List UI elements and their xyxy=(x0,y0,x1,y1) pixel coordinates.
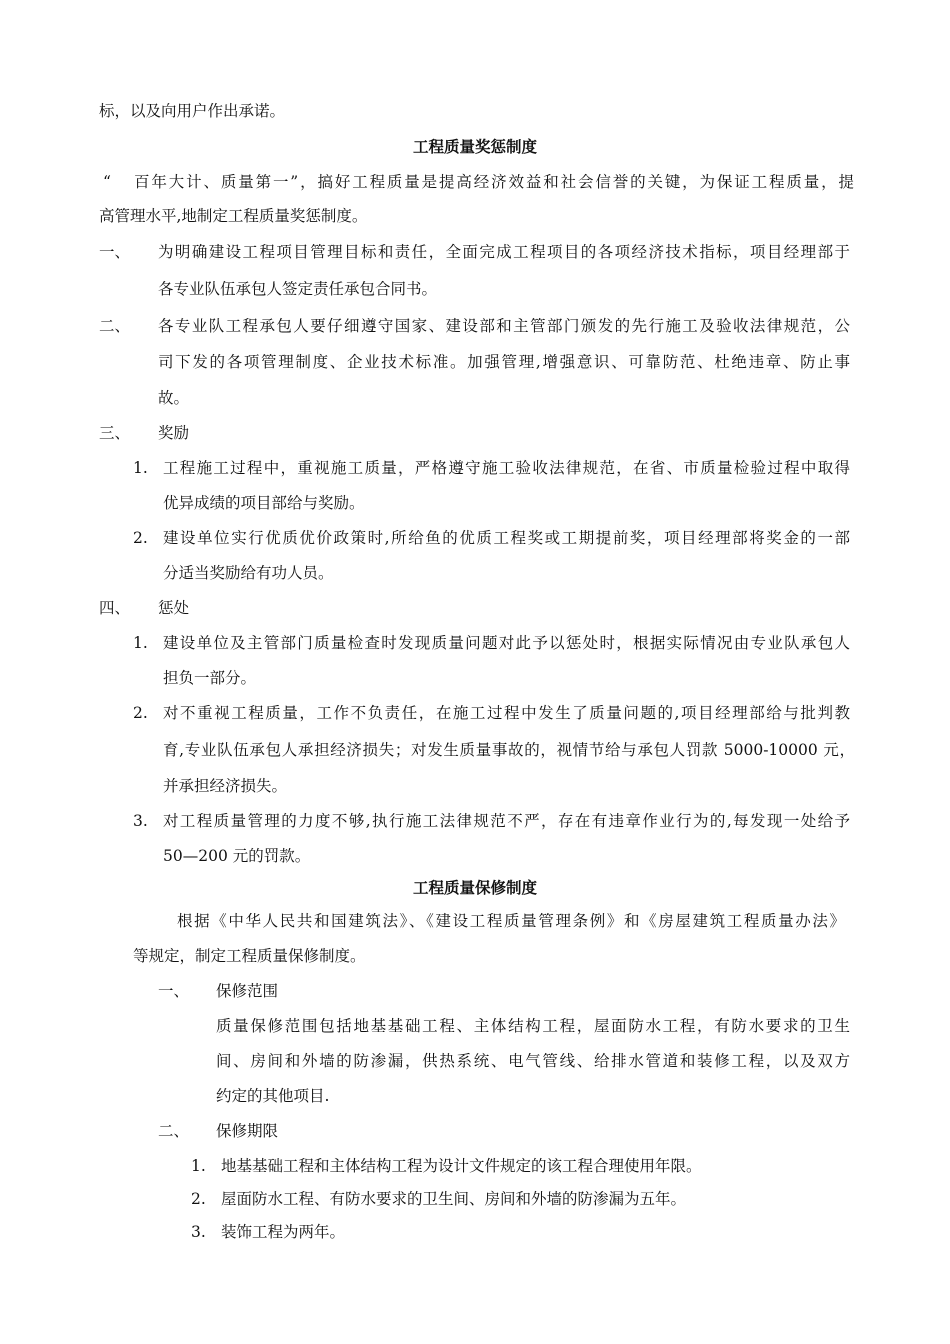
list-item-text: 装饰工程为两年。 xyxy=(221,1223,346,1241)
list-heading-reward: 奖励 xyxy=(158,424,190,442)
section-title-warranty: 工程质量保修制度 xyxy=(412,879,537,897)
list-item-text xyxy=(163,811,850,831)
list-item-line: 间、房间和外墙的防渗漏，供热系统、电气管线、给排水管道和装修工程，以及双方 xyxy=(216,1052,850,1070)
list-number: 2. xyxy=(133,529,148,547)
list-number: 1. xyxy=(191,1157,206,1175)
intro-line xyxy=(134,172,854,192)
list-number: 3. xyxy=(191,1223,206,1241)
list-item-line: 育,专业队伍承包人承担经济损失；对发生质量事故的，视情节给与承包人罚款 5000-10000 元， xyxy=(163,741,855,759)
list-item-text xyxy=(163,703,850,723)
list-item-line: 司下发的各项管理制度、企业技术标准。加强管理,增强意识、可靠防范、杜绝违章、防止事 xyxy=(158,353,850,371)
list-item-text: 50—200 元的罚款。 xyxy=(163,847,311,865)
list-heading-penalty: 惩处 xyxy=(158,599,190,617)
list-heading-period: 保修期限 xyxy=(216,1122,279,1140)
intro-line-text: 百年大计、质量第一”，搞好工程质量是提高经济效益和社会信誉的关键，为保证工程质量，提 xyxy=(134,173,854,191)
list-marker: 一、 xyxy=(158,982,190,1000)
list-item-text xyxy=(163,633,850,653)
list-item-text: 地基基础工程和主体结构工程为设计文件规定的该工程合理使用年限。 xyxy=(221,1157,702,1175)
continuation-text: 标，以及向用户作出承诺。 xyxy=(99,102,286,120)
list-number: 2. xyxy=(133,704,148,722)
list-item-line: 各专业队工程承包人要仔细遵守国家、建设部和主管部门颁发的先行施工及验收法律规范，公 xyxy=(158,317,850,335)
list-item-text: 屋面防水工程、有防水要求的卫生间、房间和外墙的防渗漏为五年。 xyxy=(221,1190,687,1208)
list-item-text xyxy=(163,528,850,548)
list-marker: 一、 xyxy=(99,243,131,261)
list-item-text xyxy=(158,316,850,336)
quote-mark: “ xyxy=(103,173,111,191)
list-number: 3. xyxy=(133,812,148,830)
list-item-text xyxy=(216,1016,850,1036)
section-title-reward-penalty: 工程质量奖惩制度 xyxy=(412,138,537,156)
intro-line: 等规定，制定工程质量保修制度。 xyxy=(133,947,366,965)
list-item-line: 对工程质量管理的力度不够,执行施工法律规范不严，存在有违章作业行为的,每发现一处给予 xyxy=(163,812,850,830)
list-marker: 三、 xyxy=(99,424,131,442)
list-item-text: 分适当奖励给有功人员。 xyxy=(163,564,334,582)
list-item-line: 质量保修范围包括地基基础工程、主体结构工程，屋面防水工程，有防水要求的卫生 xyxy=(216,1017,850,1035)
list-item-line: 建设单位及主管部门质量检查时发现质量问题对此予以惩处时，根据实际情况由专业队承包人 xyxy=(163,634,850,652)
list-item-text: 优异成绩的项目部给与奖励。 xyxy=(163,494,365,512)
list-marker: 四、 xyxy=(99,599,131,617)
list-item-text: 故。 xyxy=(158,389,190,407)
list-item-line: 建设单位实行优质优价政策时,所给鱼的优质工程奖或工期提前奖，项目经理部将奖金的一部 xyxy=(163,529,850,547)
list-number: 1. xyxy=(133,634,148,652)
list-marker: 二、 xyxy=(158,1122,190,1140)
intro-line-text: 根据《中华人民共和国建筑法》、《建设工程质量管理条例》和《房屋建筑工程质量办法》 xyxy=(177,912,845,930)
list-item-text xyxy=(216,1051,850,1071)
list-item-text xyxy=(163,458,850,478)
list-number: 1. xyxy=(133,459,148,477)
list-item-line: 对不重视工程质量，工作不负责任，在施工过程中发生了质量问题的,项目经理部给与批判教 xyxy=(163,704,850,722)
list-item-line: 为明确建设工程项目管理目标和责任，全面完成工程项目的各项经济技术指标，项目经理部于 xyxy=(158,243,850,261)
list-item-text xyxy=(158,242,850,262)
intro-line xyxy=(177,911,845,931)
intro-line: 高管理水平,地制定工程质量奖惩制度。 xyxy=(99,207,368,225)
list-item-line: 工程施工过程中，重视施工质量，严格遵守施工验收法律规范，在省、市质量检验过程中取得 xyxy=(163,459,850,477)
list-item-text: 约定的其他项目. xyxy=(216,1087,330,1105)
list-item-text: 并承担经济损失。 xyxy=(163,777,288,795)
list-number: 2. xyxy=(191,1190,206,1208)
list-marker: 二、 xyxy=(99,317,131,335)
list-heading-scope: 保修范围 xyxy=(216,982,279,1000)
list-item-text: 担负一部分。 xyxy=(163,669,257,687)
list-item-text: 各专业队伍承包人签定责任承包合同书。 xyxy=(158,280,438,298)
list-item-text xyxy=(163,740,855,760)
list-item-text xyxy=(158,352,850,372)
